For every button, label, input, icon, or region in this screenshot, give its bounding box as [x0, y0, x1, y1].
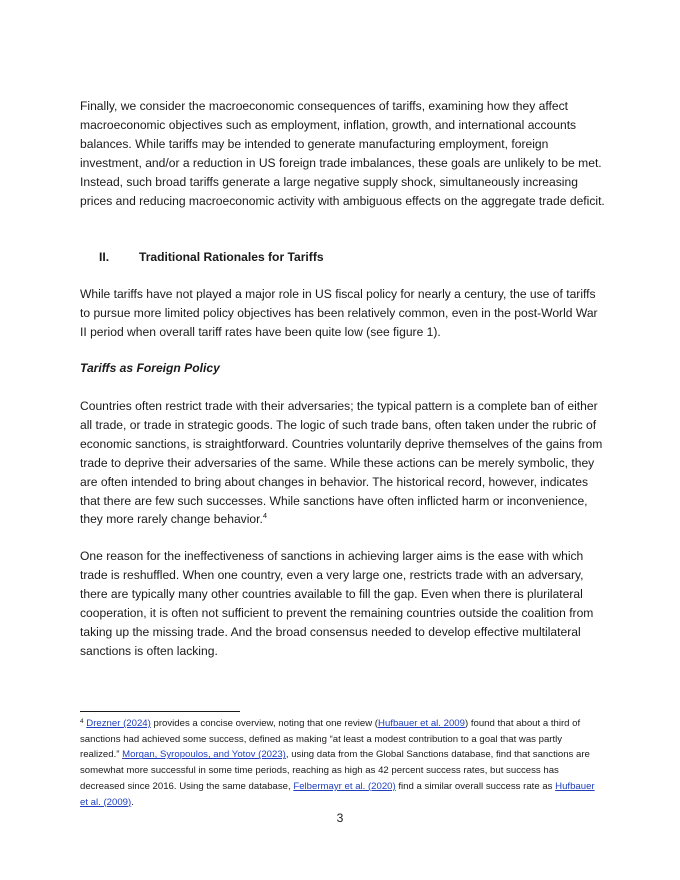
footnote-text-1: provides a concise overview, noting that one review ( — [150, 718, 379, 729]
subheading-foreign-policy: Tariffs as Foreign Policy — [80, 361, 220, 375]
section-title: Traditional Rationales for Tariffs — [139, 250, 324, 264]
link-drezner-2024[interactable]: Drezner (2024) — [86, 718, 151, 729]
footnote-text-4: find a similar overall success rate as — [395, 780, 556, 792]
paragraph-macroeconomic-consequences: Finally, we consider the macroeconomic consequences of tariffs, examining how they affect macroeconomic objectives such as employment, inflation, growth, and international accounts balances. While tariffs may be intended to generate manufacturing employment, foreign investment, and/or a reduction in US foreign trade imbalances, these goals are unlikely to be met. Instead, such broad tariffs generate a large negative supply shock, simultaneously increasing prices and reducing macroeconomic activity with ambiguous effects on the aggregate trade deficit. — [80, 99, 605, 208]
paragraph-ineffectiveness: One reason for the ineffectiveness of sanctions in achieving larger aims is the ease with which trade is reshuffled. When one country, even a very large one, restricts trade with an adversary, there are typically many other countries available to fill the gap. Even when there is plurilateral cooperation, it is often not sufficient to prevent the remaining countries outside the coalition from taking up the missing trade. And the broad consensus needed to develop effective multilateral sanctions is often lacking. — [80, 549, 594, 658]
footnote-reference[interactable]: 4 — [262, 511, 268, 521]
footnote-text-3: , using data from the Global Sanctions database, find that sanctions are somewhat more successful in some time periods, reaching as high as 42 percent success rates, but success has decreased since 2016. Using the same database, — [80, 749, 590, 792]
footnote-text-5: . — [131, 796, 134, 808]
paragraph-section-intro: While tariffs have not played a major role in US fiscal policy for nearly a century, the use of tariffs to pursue more limited policy objectives has been relatively common, even in the post-World War II period when overall tariff rates have been quite low (see figure 1). — [80, 287, 598, 339]
link-hufbauer-2009-second[interactable]: Hufbauer et al. (2009) — [80, 780, 595, 808]
footnote-text-2: ) found that about a third of sanctions had achieved some success, defined as making “at least a modest contribution to a goal that was partly realized.” — [80, 718, 581, 761]
footnote-marker: 4 — [80, 718, 84, 725]
section-number: II. — [99, 250, 110, 264]
section-heading — [99, 248, 324, 266]
footnote-divider — [80, 711, 240, 712]
paragraph-sanctions — [80, 397, 605, 529]
link-morgan-syropoulos-yotov-2023[interactable]: Morgan, Syropoulos, and Yotov (2023) — [122, 749, 286, 761]
page-number: 3 — [336, 811, 344, 825]
link-hufbauer-2009[interactable]: Hufbauer et al. 2009 — [378, 718, 465, 729]
paragraph-sanctions-text: Countries often restrict trade with their adversaries; the typical pattern is a complete ban of either all trade, or trade in strategic goods. The logic of such trade bans, often taken under the rubric of economic sanctions, is straightforward. Countries voluntarily deprive themselves of the gains from trade to deprive their adversaries of the same. While these actions can be merely symbolic, they are often intended to bring about changes in behavior. The historical record, however, indicates that there are few such successes. While sanctions have often inflicted harm or inconvenience, they more rarely change behavior. — [80, 399, 603, 527]
footnote — [80, 716, 602, 810]
link-felbermayr-2020[interactable]: Felbermayr et al. (2020) — [293, 780, 396, 792]
